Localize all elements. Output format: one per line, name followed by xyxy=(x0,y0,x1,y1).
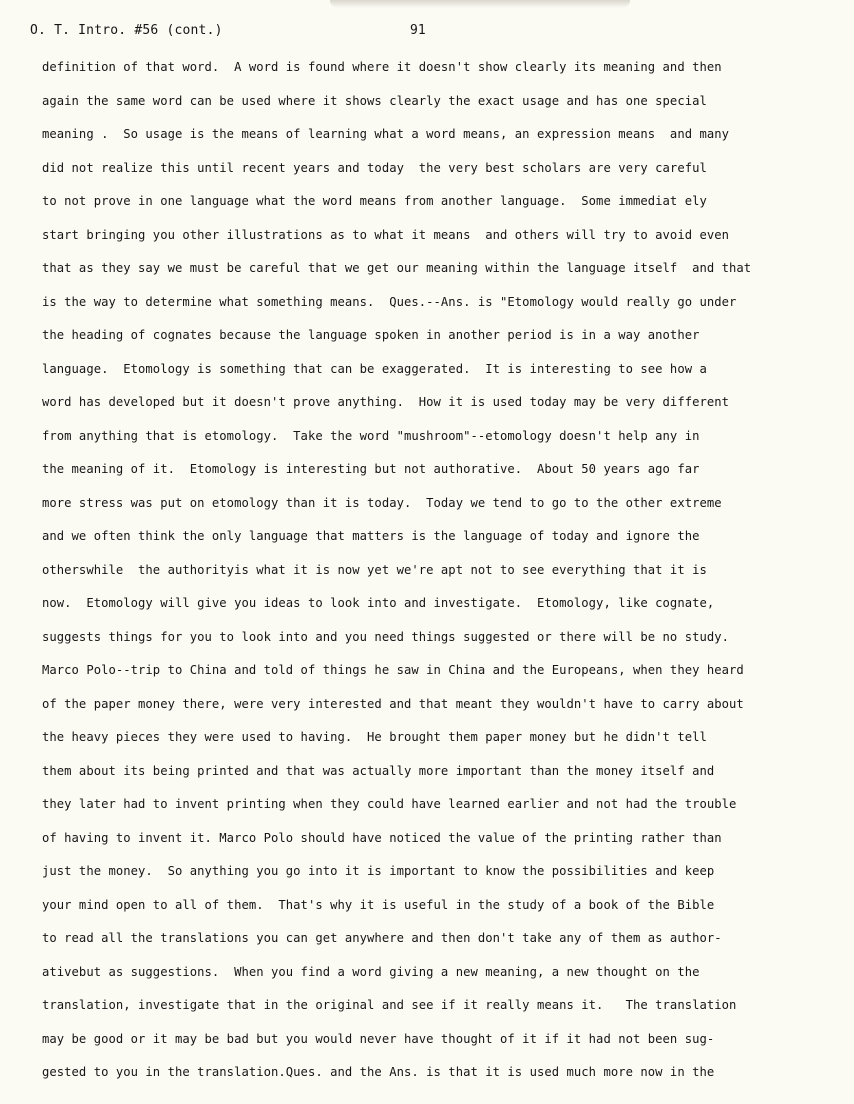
text-line: gested to you in the translation.Ques. and the Ans. is that it is used much more now in the xyxy=(42,1065,715,1079)
text-line: definition of that word. A word is found where it doesn't show clearly its meaning and then xyxy=(42,60,722,74)
text-line: translation, investigate that in the original and see if it really means it. The translation xyxy=(42,998,737,1012)
text-line: the heavy pieces they were used to having. He brought them paper money but he didn't tell xyxy=(42,730,707,744)
text-line: again the same word can be used where it shows clearly the exact usage and has one special xyxy=(42,93,707,108)
text-line: the heading of cognates because the language spoken in another period is in a way another xyxy=(42,328,700,342)
text-line: suggests things for you to look into and you need things suggested or there will be no study. xyxy=(42,629,730,644)
text-line: otherswhile the authorityis what it is now yet we're apt not to see everything that it is xyxy=(42,562,707,577)
text-line: of the paper money there, were very interested and that meant they wouldn't have to carry about xyxy=(42,696,744,711)
text-line: and we often think the only language that matters is the language of today and ignore the xyxy=(42,529,700,543)
text-line: Marco Polo--trip to China and told of things he saw in China and the Europeans, when they heard xyxy=(42,663,744,677)
text-line: to read all the translations you can get anywhere and then don't take any of them as author- xyxy=(42,931,722,945)
text-line: is the way to determine what something means. Ques.--Ans. is "Etomology would really go under xyxy=(42,294,737,309)
text-line: start bringing you other illustrations as to what it means and others will try to avoid even xyxy=(42,227,730,242)
text-line: language. Etomology is something that can be exaggerated. It is interesting to see how a xyxy=(42,361,707,376)
text-line: of having to invent it. Marco Polo should have noticed the value of the printing rather than xyxy=(42,830,722,845)
page-header: O. T. Intro. #56 (cont.) xyxy=(30,23,223,38)
page-number: 91 xyxy=(410,23,426,38)
text-line: more stress was put on etomology than it is today. Today we tend to go to the other extreme xyxy=(42,495,722,510)
text-line: may be good or it may be bad but you would never have thought of it if it had not been sug- xyxy=(42,1031,715,1046)
text-line: now. Etomology will give you ideas to look into and investigate. Etomology, like cognate, xyxy=(42,596,715,610)
text-line: word has developed but it doesn't prove anything. How it is used today may be very different xyxy=(42,395,730,409)
text-line: did not realize this until recent years and today the very best scholars are very careful xyxy=(42,160,707,175)
text-line: them about its being printed and that was actually more important than the money itself and xyxy=(42,763,715,778)
text-line: that as they say we must be careful that we get our meaning within the language itself and that xyxy=(42,261,752,275)
text-line: your mind open to all of them. That's why it is useful in the study of a book of the Bible xyxy=(42,897,715,912)
text-line: meaning . So usage is the means of learning what a word means, an expression means and many xyxy=(42,127,730,141)
text-line: just the money. So anything you go into it is important to know the possibilities and keep xyxy=(42,864,715,878)
text-line: from anything that is etomology. Take the word "mushroom"--etomology doesn't help any in xyxy=(42,428,700,443)
paper-stain xyxy=(330,0,630,8)
text-line: to not prove in one language what the word means from another language. Some immediat ely xyxy=(42,194,707,208)
text-line: ativebut as suggestions. When you find a word giving a new meaning, a new thought on the xyxy=(42,964,700,979)
text-line: they later had to invent printing when they could have learned earlier and not had the trouble xyxy=(42,797,737,811)
body-text xyxy=(42,55,834,1094)
text-line: the meaning of it. Etomology is interesting but not authorative. About 50 years ago far xyxy=(42,462,700,476)
